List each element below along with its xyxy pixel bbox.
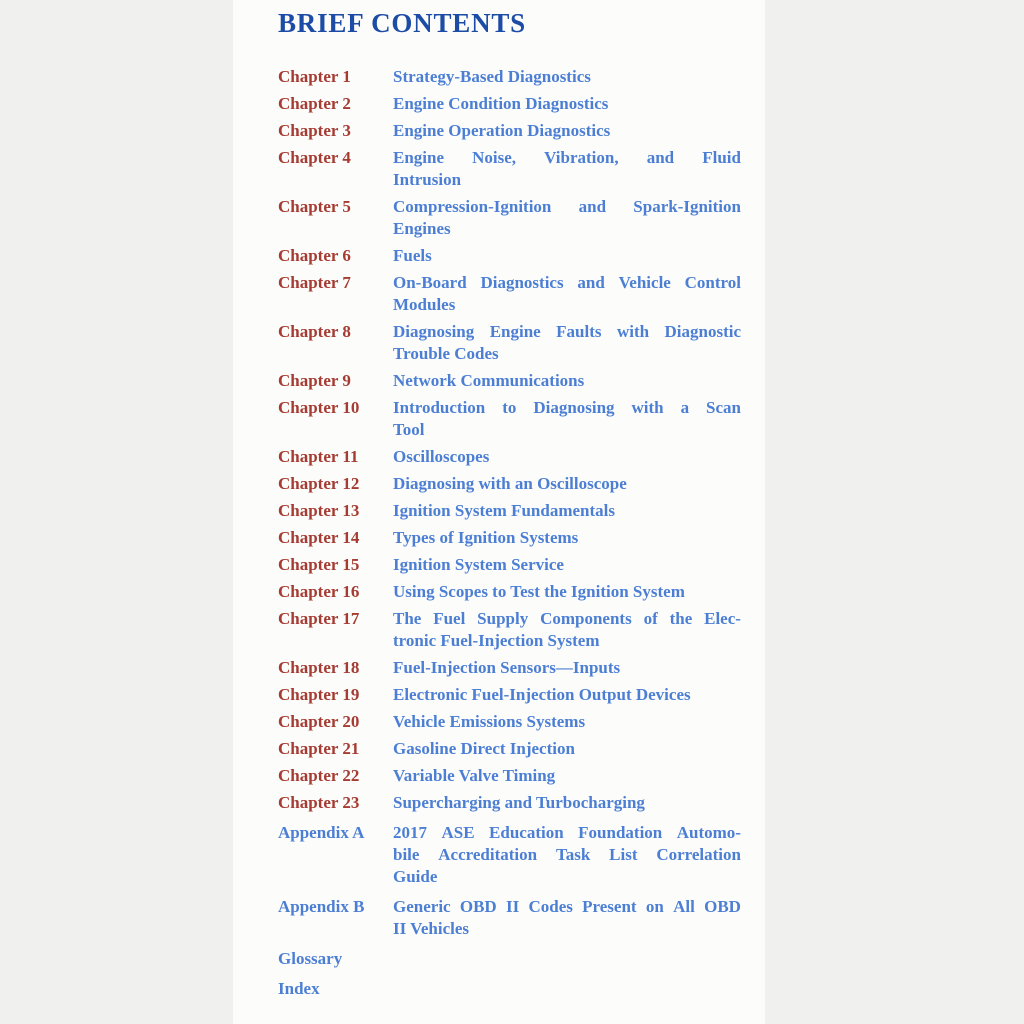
toc-entry <box>278 896 743 940</box>
toc-entry-title[interactable] <box>393 397 741 441</box>
toc-entry-label: Chapter 10 <box>278 398 360 417</box>
toc-entry-label: Chapter 3 <box>278 121 351 140</box>
toc-entry-title[interactable] <box>393 792 741 814</box>
toc-entry <box>278 608 743 652</box>
toc-title-word[interactable]: Control <box>684 273 741 292</box>
toc-title-word[interactable]: Introduction <box>393 398 486 417</box>
toc-entry <box>278 196 743 240</box>
toc-entry-label[interactable]: Appendix B <box>278 897 365 916</box>
toc-entry <box>278 397 743 441</box>
toc-title-word[interactable]: 2017 <box>393 823 427 842</box>
toc-entry <box>278 581 743 603</box>
toc-entry-label: Chapter 13 <box>278 501 360 520</box>
toc-entry-title[interactable] <box>393 245 741 267</box>
toc-title-line[interactable]: Fuel-Injection Sensors—Inputs <box>393 658 621 677</box>
book-page <box>233 0 765 1024</box>
toc-title-word[interactable]: ASE <box>441 823 475 842</box>
toc-title-line[interactable] <box>393 822 741 844</box>
toc-title-line[interactable]: Oscilloscopes <box>393 447 490 466</box>
toc-title-word[interactable]: Diagnostics <box>480 273 564 292</box>
toc-entry <box>278 657 743 679</box>
toc-title-line[interactable]: Trouble Codes <box>393 344 499 363</box>
toc-title-word[interactable]: and <box>646 148 675 167</box>
toc-title-word[interactable]: The <box>393 609 422 628</box>
toc-entry <box>278 765 743 787</box>
toc-entry-title[interactable] <box>393 147 741 191</box>
toc-title-line[interactable] <box>393 147 741 169</box>
toc-entry-label[interactable]: Appendix A <box>278 823 365 842</box>
toc-entry <box>278 554 743 576</box>
toc-title-line[interactable]: Engine Condition Diagnostics <box>393 94 609 113</box>
toc-entry-title[interactable] <box>393 896 741 940</box>
toc-entry-title[interactable] <box>393 473 741 495</box>
toc-title-word[interactable]: with <box>616 322 650 341</box>
toc-entry-title[interactable] <box>393 608 741 652</box>
toc-entry <box>278 147 743 191</box>
toc-title-word[interactable]: Present <box>582 897 637 916</box>
toc-entry <box>278 245 743 267</box>
toc-entry-title[interactable] <box>393 446 741 468</box>
toc-title-word[interactable]: Components <box>540 609 632 628</box>
toc-entry-label: Chapter 12 <box>278 474 360 493</box>
toc-entry-label: Chapter 9 <box>278 371 351 390</box>
toc-title-word[interactable]: to <box>502 398 517 417</box>
toc-title-line[interactable] <box>393 321 741 343</box>
toc-entry <box>278 711 743 733</box>
toc-title-word[interactable]: Correlation <box>656 845 741 864</box>
toc-title-line[interactable]: II Vehicles <box>393 919 470 938</box>
toc-entry-label: Chapter 6 <box>278 246 351 265</box>
toc-entry-label: Chapter 23 <box>278 793 360 812</box>
toc-entry-title[interactable] <box>393 657 741 679</box>
toc-entry-title[interactable] <box>393 822 741 888</box>
toc-title-word[interactable]: Elec- <box>704 609 741 628</box>
toc-title-line[interactable]: tronic Fuel-Injection System <box>393 631 600 650</box>
toc-entry-title[interactable] <box>393 120 741 142</box>
toc-title-word[interactable]: All <box>673 897 695 916</box>
toc-title-line[interactable]: Guide <box>393 867 438 886</box>
toc-title-word[interactable]: Accreditation <box>438 845 538 864</box>
toc-title-word[interactable]: Diagnosing <box>393 322 475 341</box>
toc-title-line[interactable]: Diagnosing with an Oscilloscope <box>393 474 627 493</box>
toc-title-word[interactable]: OBD <box>704 897 741 916</box>
toc-entry <box>278 66 743 88</box>
toc-title-word[interactable]: Noise, <box>472 148 517 167</box>
toc-title-line[interactable]: Supercharging and Turbocharging <box>393 793 645 812</box>
toc-title-word[interactable]: bile <box>393 845 420 864</box>
toc-title-word[interactable]: Diagnosing <box>533 398 615 417</box>
toc-entry <box>278 120 743 142</box>
toc-title-line[interactable] <box>393 608 741 630</box>
toc-title-line[interactable]: Electronic Fuel-Injection Output Devices <box>393 685 691 704</box>
toc-entry-label[interactable]: Index <box>278 979 320 998</box>
toc-entry-label: Chapter 20 <box>278 712 360 731</box>
toc-title-word[interactable]: on <box>645 897 664 916</box>
toc-title-line[interactable]: Fuels <box>393 246 432 265</box>
toc-title-word[interactable]: Fluid <box>702 148 741 167</box>
toc-title-word[interactable]: the <box>669 609 693 628</box>
toc-entry-label: Chapter 1 <box>278 67 351 86</box>
toc-entry-label: Chapter 2 <box>278 94 351 113</box>
toc-title-word[interactable]: Education <box>489 823 564 842</box>
toc-title-word[interactable]: Engine <box>393 148 445 167</box>
toc-title-line[interactable]: Gasoline Direct Injection <box>393 739 575 758</box>
toc-entry <box>278 684 743 706</box>
toc-title-word[interactable]: Scan <box>706 398 741 417</box>
toc-entry-title[interactable] <box>393 738 741 760</box>
toc-entry <box>278 370 743 392</box>
toc-entry-label: Chapter 4 <box>278 148 351 167</box>
toc-title-line[interactable] <box>393 397 741 419</box>
toc-title-line[interactable]: Vehicle Emissions Systems <box>393 712 586 731</box>
toc-entry <box>278 948 743 970</box>
toc-title-word[interactable]: and <box>578 197 607 216</box>
toc-entry-label: Chapter 19 <box>278 685 360 704</box>
toc-entry <box>278 822 743 888</box>
page-title: BRIEF CONTENTS <box>278 8 527 38</box>
toc-title-line[interactable]: Intrusion <box>393 170 462 189</box>
toc-entry-label: Chapter 5 <box>278 197 351 216</box>
toc-entry <box>278 473 743 495</box>
toc-entry-label: Chapter 22 <box>278 766 360 785</box>
toc-entry <box>278 272 743 316</box>
toc-entry-label: Chapter 17 <box>278 609 360 628</box>
toc-title-word[interactable]: On-Board <box>393 273 467 292</box>
toc-title-line[interactable] <box>393 844 741 866</box>
toc-entry <box>278 93 743 115</box>
toc-entry-title[interactable] <box>393 581 741 603</box>
toc-title-line[interactable]: Strategy-Based Diagnostics <box>393 67 591 86</box>
toc-entry-title[interactable] <box>393 554 741 576</box>
toc-title-line[interactable]: Ignition System Service <box>393 555 564 574</box>
toc-title-word[interactable]: OBD <box>459 897 497 916</box>
toc-entry-title[interactable] <box>393 765 741 787</box>
toc-title-line[interactable]: Network Communications <box>393 371 585 390</box>
toc-entry-label: Chapter 14 <box>278 528 360 547</box>
toc-entry-label: Chapter 21 <box>278 739 360 758</box>
toc-title-word[interactable]: Foundation <box>578 823 663 842</box>
toc-entry-label: Chapter 8 <box>278 322 351 341</box>
toc-title-line[interactable] <box>393 272 741 294</box>
toc-entry-title[interactable] <box>393 93 741 115</box>
toc-title-line[interactable]: Types of Ignition Systems <box>393 528 579 547</box>
toc-title-word[interactable]: Engine <box>489 322 541 341</box>
toc-title-word[interactable]: Automo- <box>676 823 741 842</box>
toc-entry-label: Chapter 7 <box>278 273 351 292</box>
toc-title-word[interactable]: and <box>577 273 605 292</box>
toc-entry-title[interactable] <box>393 527 741 549</box>
toc-entry-title[interactable] <box>393 66 741 88</box>
toc-entry <box>278 978 743 1000</box>
toc-title-line[interactable]: Tool <box>393 420 425 439</box>
toc-title-line[interactable]: Variable Valve Timing <box>393 766 556 785</box>
toc-entry <box>278 500 743 522</box>
toc-entry <box>278 446 743 468</box>
toc-entry-label: Chapter 18 <box>278 658 360 677</box>
toc-entry-title[interactable] <box>393 711 741 733</box>
toc-title-word[interactable]: Task <box>555 845 591 864</box>
toc-title-line[interactable] <box>393 896 741 918</box>
toc-title-line[interactable]: Using Scopes to Test the Ignition System <box>393 582 685 601</box>
toc-title-word[interactable]: Codes <box>528 897 573 916</box>
toc-title-word[interactable]: Compression-Ignition <box>393 197 552 216</box>
toc-entry-title[interactable] <box>393 321 741 365</box>
toc-title-word[interactable]: a <box>680 398 690 417</box>
toc-entry <box>278 321 743 365</box>
toc-entry-title[interactable] <box>393 370 741 392</box>
toc-entry-label[interactable]: Glossary <box>278 949 343 968</box>
toc-title-word[interactable]: Supply <box>477 609 529 628</box>
toc-title-word[interactable]: with <box>631 398 664 417</box>
toc-title-line[interactable]: Ignition System Fundamentals <box>393 501 615 520</box>
toc-title-line[interactable]: Modules <box>393 295 456 314</box>
toc-title-word[interactable]: II <box>505 897 520 916</box>
toc-entry <box>278 738 743 760</box>
toc-entry-title[interactable] <box>393 500 741 522</box>
toc-title-word[interactable]: Generic <box>393 897 451 916</box>
toc-title-line[interactable] <box>393 196 741 218</box>
toc-entry-title[interactable] <box>393 196 741 240</box>
toc-entry-label: Chapter 15 <box>278 555 360 574</box>
toc-entry <box>278 792 743 814</box>
toc-title-word[interactable]: Diagnostic <box>664 322 741 341</box>
toc-title-word[interactable]: of <box>643 609 658 628</box>
toc-entry-title[interactable] <box>393 272 741 316</box>
toc-entry-title[interactable] <box>393 684 741 706</box>
toc-title-word[interactable]: Faults <box>556 322 602 341</box>
toc-title-word[interactable]: List <box>609 845 638 864</box>
toc-entry-label: Chapter 11 <box>278 447 359 466</box>
toc-entry-label: Chapter 16 <box>278 582 360 601</box>
toc-entry <box>278 527 743 549</box>
toc-title-word[interactable]: Spark-Ignition <box>633 197 741 216</box>
toc-list <box>278 66 743 1000</box>
toc-title-line[interactable]: Engine Operation Diagnostics <box>393 121 611 140</box>
toc-title-word[interactable]: Fuel <box>433 609 466 628</box>
toc-title-word[interactable]: Vehicle <box>618 273 671 292</box>
toc-title-word[interactable]: Vibration, <box>544 148 619 167</box>
toc-title-line[interactable]: Engines <box>393 219 451 238</box>
